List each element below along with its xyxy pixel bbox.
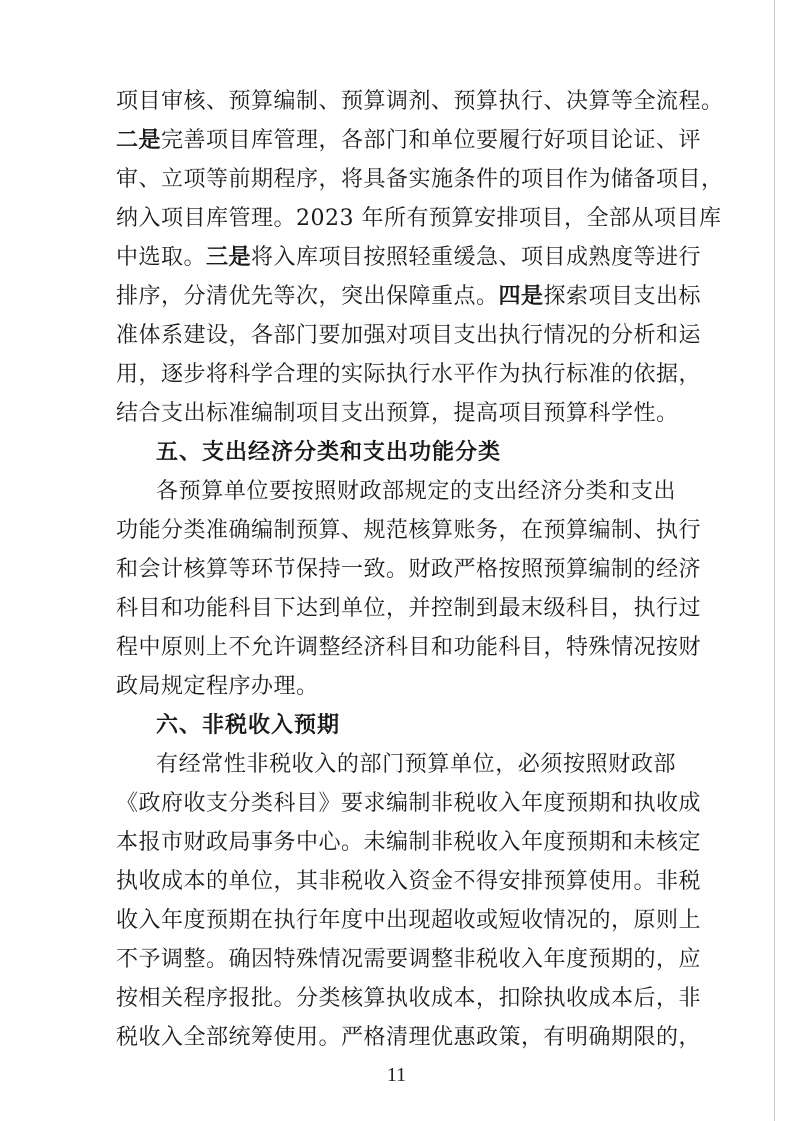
text-segment: 功能分类准确编制预算、规范核算账务，在预算编制、执行 (116, 518, 702, 543)
text-line (116, 238, 702, 277)
text-line (116, 862, 702, 901)
text-line (116, 316, 702, 355)
text-segment: 政局规定程序办理。 (116, 674, 319, 699)
text-segment: 各预算单位要按照财政部规定的支出经济分类和支出 (156, 479, 676, 504)
text-line (116, 511, 702, 550)
text-segment: 收入年度预期在执行年度中出现超收或短收情况的，原则上 (116, 908, 702, 933)
text-line (116, 394, 679, 433)
section-heading (116, 433, 676, 472)
text-line (116, 82, 724, 121)
text-line (116, 277, 702, 316)
text-segment: 完善项目库管理，各部门和单位要履行好项目论证、评 (161, 128, 702, 153)
body-text (116, 82, 724, 1057)
text-segment: 准体系建设，各部门要加强对项目支出执行情况的分析和运 (116, 323, 702, 348)
section-heading (116, 706, 676, 745)
text-segment: 五、支出经济分类和支出功能分类 (156, 440, 502, 465)
text-segment: 六、非税收入预期 (156, 713, 341, 738)
text-line (116, 160, 724, 199)
text-segment: 科目和功能科目下达到单位，并控制到最末级科目，执行过 (116, 596, 702, 621)
text-line (116, 667, 676, 706)
text-line (116, 784, 702, 823)
text-segment: 审、立项等前期程序，将具备实施条件的项目作为储备项目， (116, 167, 724, 192)
text-segment: 排序，分清优先等次，突出保障重点。 (116, 284, 499, 309)
text-line (116, 745, 676, 784)
emphasis-label: 二是 (116, 128, 162, 153)
text-line (116, 355, 702, 394)
emphasis-label: 四是 (498, 284, 544, 309)
emphasis-label: 三是 (206, 245, 252, 270)
text-line (116, 1018, 702, 1057)
text-segment: 按相关程序报批。分类核算执收成本，扣除执收成本后，非 (116, 986, 702, 1011)
text-line (116, 628, 702, 667)
text-segment: 中选取。 (116, 245, 207, 270)
text-segment: 本报市财政局事务中心。未编制非税收入年度预期和未核定 (116, 830, 702, 855)
text-segment: 项目审核、预算编制、预算调剂、预算执行、决算等全流程。 (116, 89, 724, 114)
text-segment: 将入库项目按照轻重缓急、项目成熟度等进行 (251, 245, 702, 270)
text-segment: 执收成本的单位，其非税收入资金不得安排预算使用。非税 (116, 869, 702, 894)
text-segment: 程中原则上不允许调整经济科目和功能科目，特殊情况按财 (116, 635, 702, 660)
text-line (116, 472, 676, 511)
text-line (116, 121, 702, 160)
page-number: 11 (386, 1064, 407, 1086)
text-line (116, 823, 702, 862)
text-segment: 有经常性非税收入的部门预算单位，必须按照财政部 (156, 752, 676, 777)
text-line (116, 901, 702, 940)
text-line (116, 550, 702, 589)
text-line (116, 589, 702, 628)
text-line (116, 199, 722, 238)
text-segment: 探索项目支出标 (543, 284, 702, 309)
text-segment: 结合支出标准编制项目支出预算，提高项目预算科学性。 (116, 401, 679, 426)
text-segment: 税收入全部统筹使用。严格清理优惠政策，有明确期限的， (116, 1025, 702, 1050)
text-line (116, 940, 702, 979)
text-segment: 纳入项目库管理。2023 年所有预算安排项目，全部从项目库 (116, 206, 722, 231)
text-segment: 不予调整。确因特殊情况需要调整非税收入年度预期的，应 (116, 947, 702, 972)
text-line (116, 979, 702, 1018)
text-segment: 《政府收支分类科目》要求编制非税收入年度预期和执收成 (116, 791, 702, 816)
page-edge-line (774, 0, 775, 1121)
text-segment: 和会计核算等环节保持一致。财政严格按照预算编制的经济 (116, 557, 702, 582)
text-segment: 用，逐步将科学合理的实际执行水平作为执行标准的依据， (116, 362, 702, 387)
